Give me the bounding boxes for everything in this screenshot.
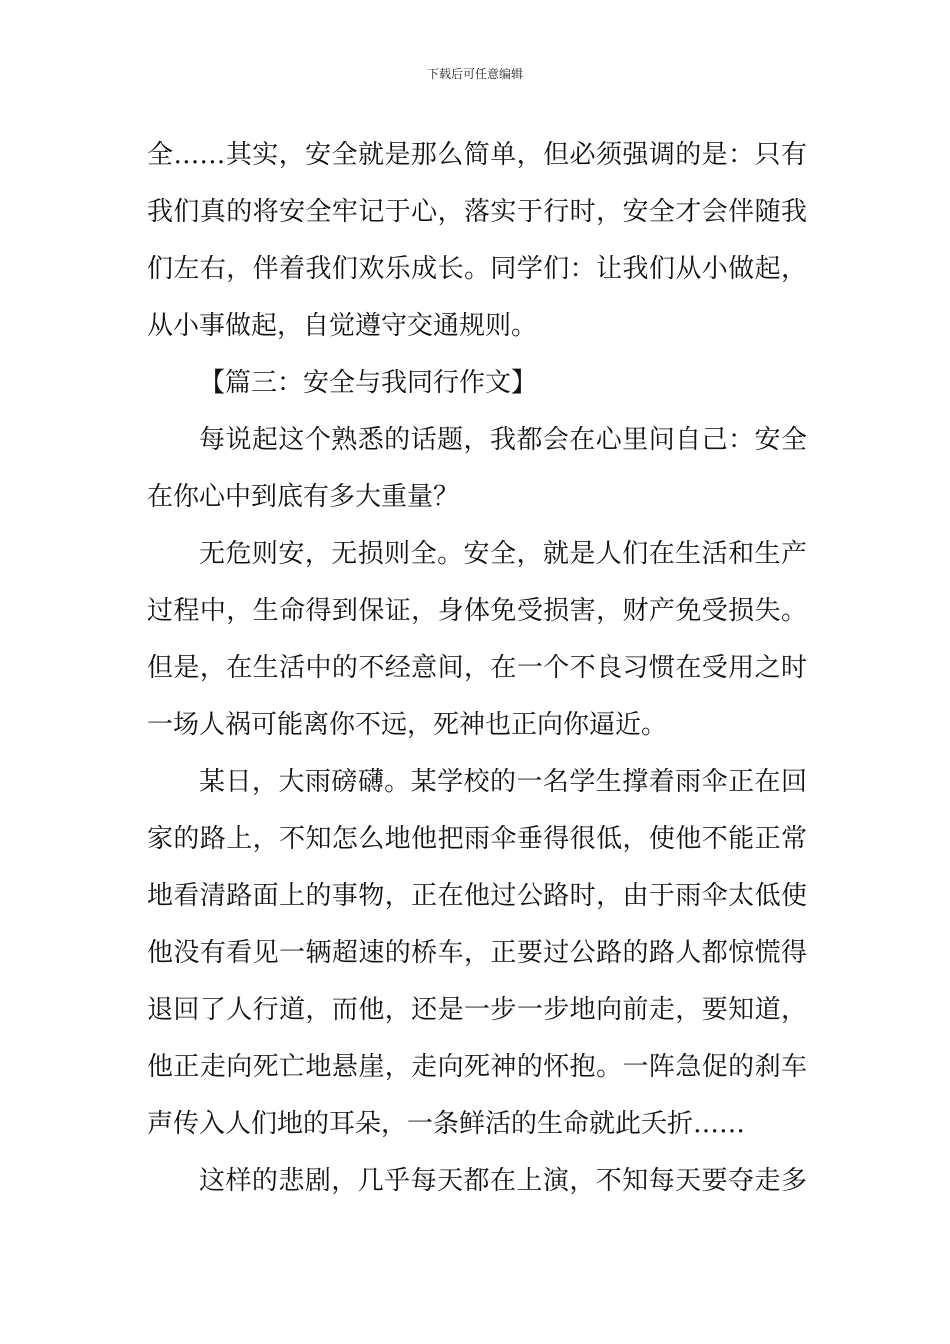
paragraph-line: 我们真的将安全牢记于心，落实于行时，安全才会伴随我 xyxy=(147,197,807,227)
paragraph-line: 他没有看见一辆超速的桥车，正要过公路的路人都惊慌得 xyxy=(147,938,807,968)
paragraph-line: 一场人祸可能离你不远，死神也正向你逼近。 xyxy=(147,710,668,740)
paragraph-line: 每说起这个熟悉的话题，我都会在心里问自己：安全 xyxy=(199,425,807,455)
paragraph-line: 们左右，伴着我们欢乐成长。同学们：让我们从小做起， xyxy=(147,254,807,284)
paragraph-line: 过程中，生命得到保证，身体免受损害，财产免受损失。 xyxy=(147,596,807,626)
paragraph-line: 他正走向死亡地悬崖，走向死神的怀抱。一阵急促的刹车 xyxy=(147,1052,807,1082)
paragraph-line: 某日，大雨磅礴。某学校的一名学生撑着雨伞正在回 xyxy=(199,767,807,797)
paragraph-line: 全……其实，安全就是那么简单，但必须强调的是：只有 xyxy=(147,140,807,170)
section-heading: 【篇三：安全与我同行作文】 xyxy=(199,368,538,398)
paragraph-line: 家的路上，不知怎么地他把雨伞垂得很低，使他不能正常 xyxy=(147,824,807,854)
document-body xyxy=(147,127,807,1210)
paragraph-line: 从小事做起，自觉遵守交通规则。 xyxy=(147,311,538,341)
paragraph-line: 在你心中到底有多大重量？ xyxy=(147,482,460,512)
paragraph-line: 退回了人行道，而他，还是一步一步地向前走，要知道， xyxy=(147,995,807,1025)
paragraph-line: 这样的悲剧，几乎每天都在上演，不知每天要夺走多 xyxy=(199,1166,807,1196)
paragraph-line: 地看清路面上的事物，正在他过公路时，由于雨伞太低使 xyxy=(147,881,807,911)
page-header: 下载后可任意编辑 xyxy=(426,67,523,81)
paragraph-line: 无危则安，无损则全。安全，就是人们在生活和生产 xyxy=(199,539,807,569)
paragraph-line: 声传入人们地的耳朵，一条鲜活的生命就此夭折…… xyxy=(147,1109,746,1139)
paragraph-line: 但是，在生活中的不经意间，在一个不良习惯在受用之时 xyxy=(147,653,807,683)
